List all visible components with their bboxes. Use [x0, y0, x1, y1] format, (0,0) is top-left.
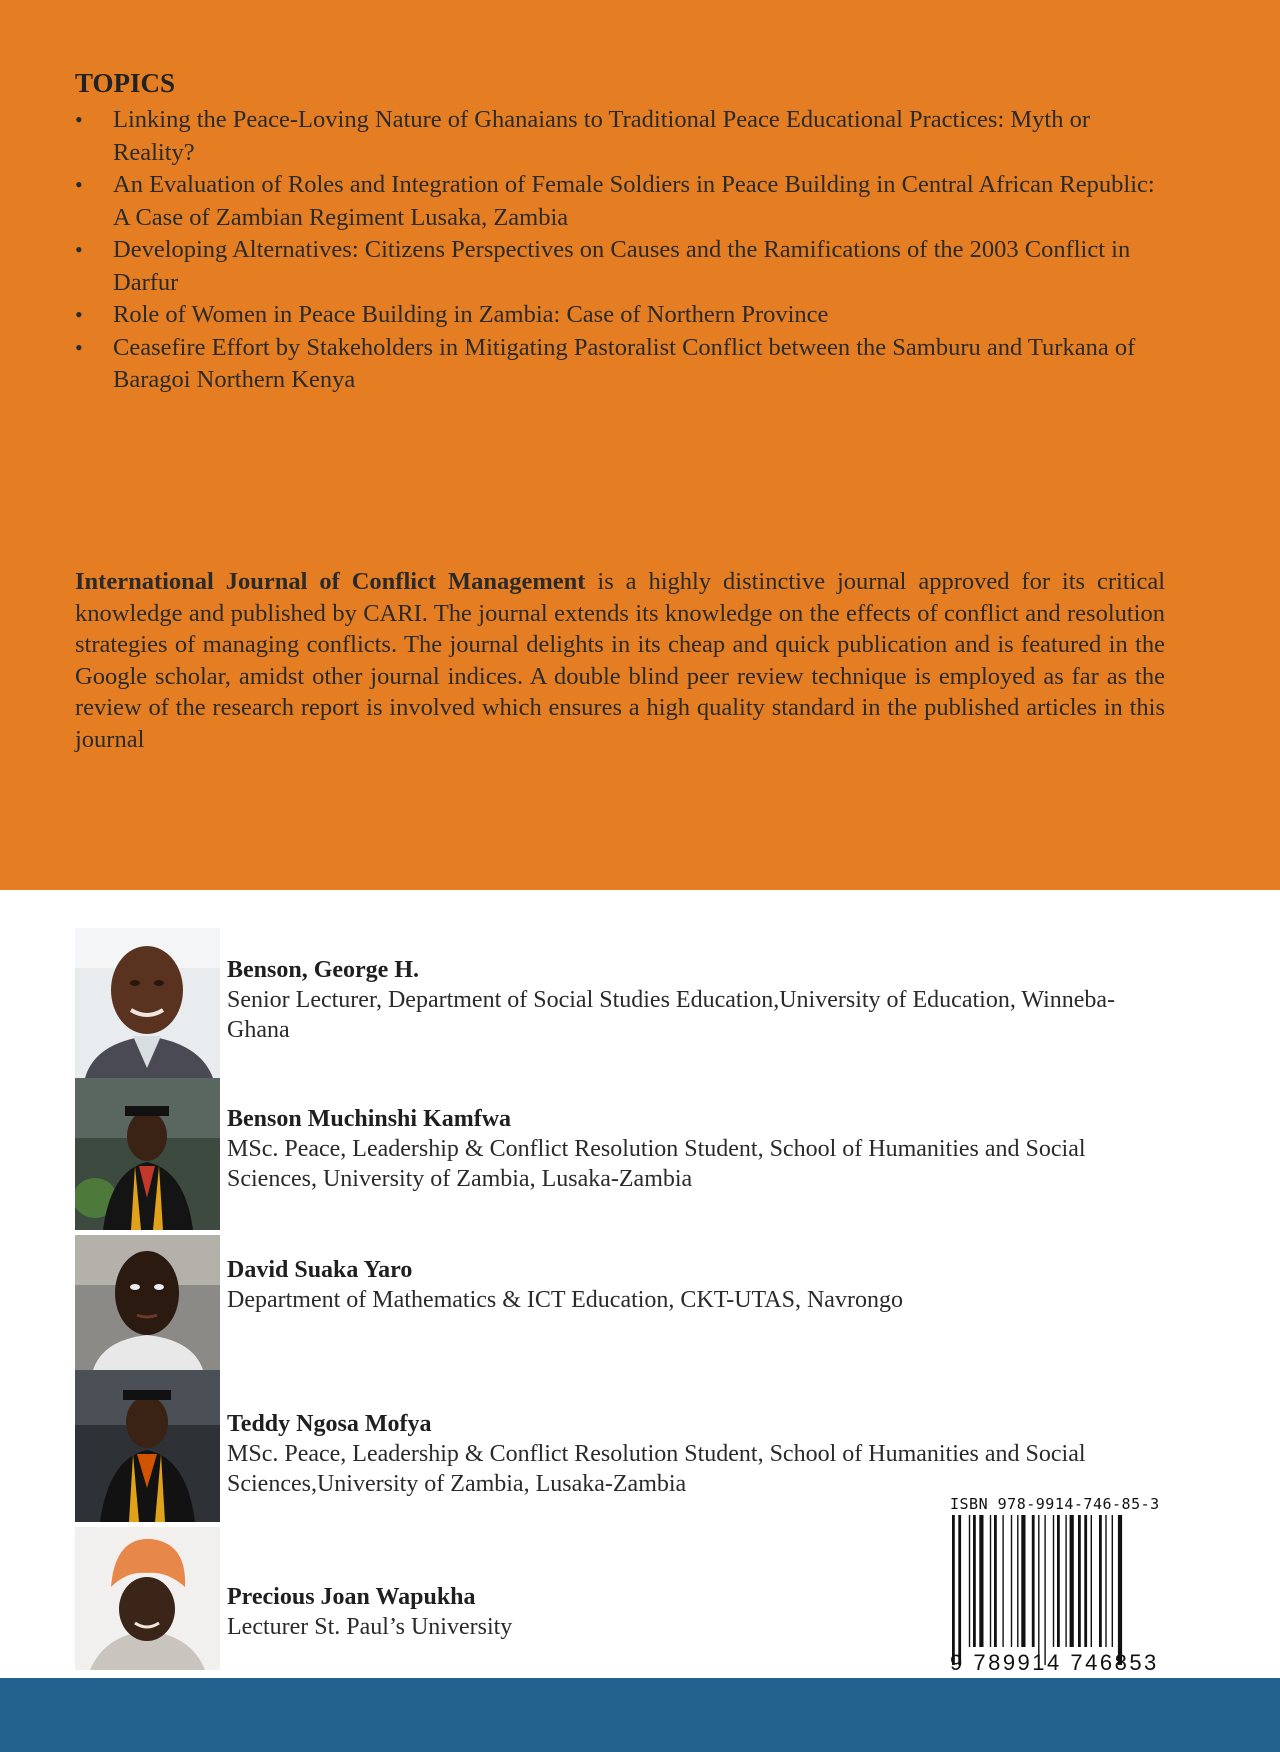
author-name: Benson, George H.	[227, 957, 419, 983]
author-entry	[75, 1078, 1086, 1230]
author-info	[227, 1255, 1127, 1315]
journal-description	[75, 566, 1165, 755]
topic-item	[75, 104, 1175, 169]
topic-item	[75, 234, 1175, 299]
topic-text: Ceasefire Effort by Stakeholders in Mitigating Pastoralist Conflict between the Samburu and Turkana of Baragoi Northern Kenya	[113, 333, 1136, 393]
author-entry	[75, 1527, 1075, 1670]
topics-list	[75, 104, 1175, 397]
author-photo	[75, 1370, 220, 1522]
author-info	[227, 955, 1127, 1045]
author-entry	[75, 928, 1116, 1078]
bullet-icon: •	[75, 302, 83, 327]
topic-item	[75, 169, 1175, 234]
author-info	[227, 1104, 1127, 1194]
topic-item	[75, 332, 1175, 397]
bullet-icon: •	[75, 334, 83, 360]
bullet-icon: •	[75, 172, 83, 197]
author-name: David Suaka Yaro	[227, 1257, 413, 1283]
topic-text: An Evaluation of Roles and Integration of Female Soldiers in Peace Building in Central African Republic: A Case of Zambian Regiment Lusaka, Zambia	[113, 171, 1155, 231]
journal-description-text: is a highly distinctive journal approved for its critical knowledge and published by CARI. The journal extends its knowledge on the effects of conflict and resolution strategies of managing conflicts. The journal delights in its cheap and quick publication and is featured in the Google scholar, amidst other journal indices. A double blind peer review technique is employed as far as the review of the research report is involved which ensures a high quality standard in the published articles in this journal	[75, 568, 1165, 753]
topics-heading: TOPICS	[75, 68, 176, 98]
author-photo	[75, 928, 220, 1078]
author-photo	[75, 1527, 220, 1670]
topic-text: Role of Women in Peace Building in Zambia: Case of Northern Province	[113, 301, 829, 328]
author-name: Teddy Ngosa Mofya	[227, 1411, 432, 1437]
author-photo	[75, 1235, 220, 1370]
barcode-digits: 9 789914 746853	[950, 1650, 1159, 1675]
author-affiliation: MSc. Peace, Leadership & Conflict Resolution Student, School of Humanities and Social Sciences, University of Zambia, Lusaka-Zambia	[227, 1136, 1086, 1192]
author-affiliation: Lecturer St. Paul’s University	[227, 1614, 513, 1640]
author-affiliation: Senior Lecturer, Department of Social Studies Education,University of Education, Winneba-Ghana	[227, 987, 1116, 1043]
author-affiliation: MSc. Peace, Leadership & Conflict Resolution Student, School of Humanities and Social Sciences,University of Zambia, Lusaka-Zambia	[227, 1441, 1086, 1497]
bullet-icon: •	[75, 237, 83, 262]
isbn-label: ISBN 978-9914-746-85-3	[950, 1495, 1160, 1513]
author-photo	[75, 1078, 220, 1230]
author-name: Precious Joan Wapukha	[227, 1584, 476, 1610]
bullet-icon: •	[75, 107, 83, 132]
author-entry	[75, 1235, 1075, 1370]
topic-text: Developing Alternatives: Citizens Perspectives on Causes and the Ramifications of the 2003 Conflict in Darfur	[113, 236, 1131, 296]
topic-item	[75, 299, 1175, 332]
author-entry	[75, 1370, 1086, 1522]
journal-name: International Journal of Conflict Management	[75, 568, 586, 595]
bottom-color-band	[0, 1678, 1280, 1752]
author-info	[227, 1409, 1127, 1499]
author-name: Benson Muchinshi Kamfwa	[227, 1106, 512, 1132]
author-affiliation: Department of Mathematics & ICT Education, CKT-UTAS, Navrongo	[227, 1287, 903, 1313]
topic-text: Linking the Peace-Loving Nature of Ghanaians to Traditional Peace Educational Practices: Myth or Reality?	[113, 106, 1091, 166]
